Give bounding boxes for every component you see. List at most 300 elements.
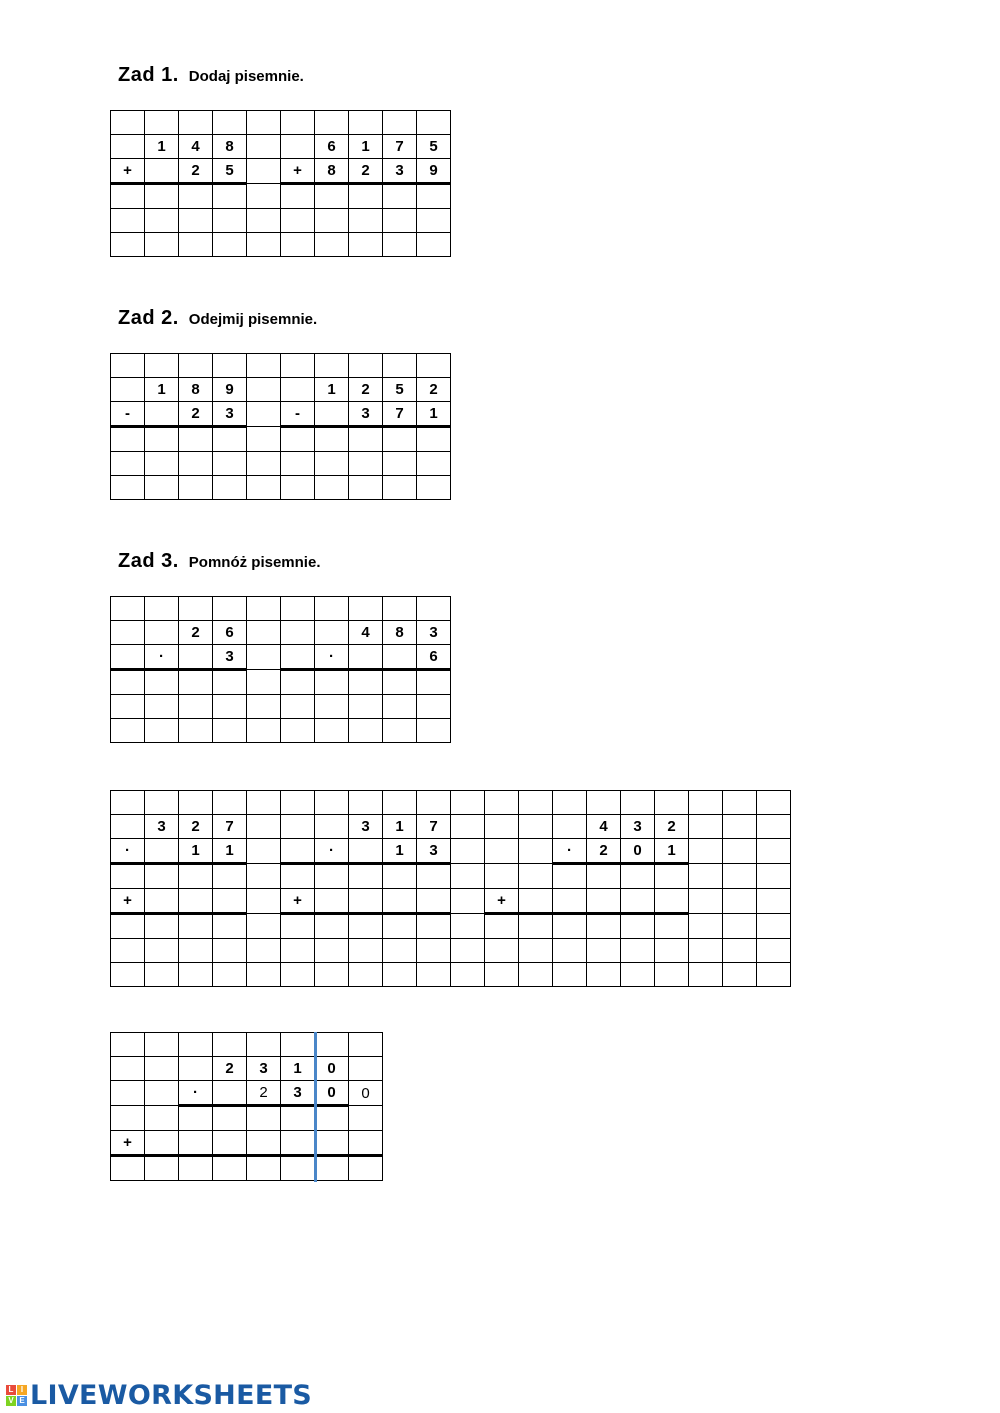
- grid-cell[interactable]: [247, 597, 281, 621]
- grid-cell[interactable]: 1: [383, 815, 417, 839]
- grid-cell[interactable]: [621, 889, 655, 914]
- grid-cell[interactable]: [111, 1033, 145, 1057]
- grid-cell[interactable]: [485, 839, 519, 864]
- grid-cell[interactable]: 0: [315, 1081, 349, 1106]
- grid-cell[interactable]: [213, 233, 247, 257]
- grid-cell[interactable]: [349, 233, 383, 257]
- grid-cell[interactable]: [417, 597, 451, 621]
- grid-cell[interactable]: [213, 452, 247, 476]
- grid-cell[interactable]: [315, 670, 349, 695]
- grid-cell[interactable]: [111, 645, 145, 670]
- grid-cell[interactable]: [281, 670, 315, 695]
- grid-cell[interactable]: [451, 864, 485, 889]
- grid-cell[interactable]: 1: [179, 839, 213, 864]
- grid-cell[interactable]: [349, 1131, 383, 1156]
- grid-cell[interactable]: 7: [213, 815, 247, 839]
- grid-cell[interactable]: [417, 209, 451, 233]
- grid-cell[interactable]: [349, 209, 383, 233]
- grid-cell[interactable]: [281, 1033, 315, 1057]
- grid-cell[interactable]: [281, 476, 315, 500]
- grid-cell[interactable]: [111, 111, 145, 135]
- grid-cell[interactable]: +: [111, 1131, 145, 1156]
- grid-cell[interactable]: [145, 1156, 179, 1181]
- grid-cell[interactable]: [383, 597, 417, 621]
- grid-cell[interactable]: [145, 233, 179, 257]
- grid-cell[interactable]: [281, 427, 315, 452]
- grid-cell[interactable]: [111, 597, 145, 621]
- grid-cell[interactable]: [145, 791, 179, 815]
- grid-cell[interactable]: [315, 427, 349, 452]
- grid-cell[interactable]: [417, 111, 451, 135]
- grid-cell[interactable]: [383, 111, 417, 135]
- grid-cell[interactable]: [247, 645, 281, 670]
- grid-cell[interactable]: [417, 914, 451, 939]
- grid-cell[interactable]: [281, 1131, 315, 1156]
- grid-cell[interactable]: [757, 815, 791, 839]
- grid-cell[interactable]: [621, 939, 655, 963]
- grid-cell[interactable]: [417, 354, 451, 378]
- grid-cell[interactable]: 8: [179, 378, 213, 402]
- grid-cell[interactable]: [281, 354, 315, 378]
- grid-cell[interactable]: [179, 1156, 213, 1181]
- grid-cell[interactable]: 2: [213, 1057, 247, 1081]
- grid-cell[interactable]: [655, 939, 689, 963]
- grid-cell[interactable]: [349, 889, 383, 914]
- grid-cell[interactable]: [383, 719, 417, 743]
- grid-cell[interactable]: [315, 914, 349, 939]
- grid-cell[interactable]: [213, 1106, 247, 1131]
- grid-cell[interactable]: [723, 839, 757, 864]
- grid-cell[interactable]: [145, 159, 179, 184]
- grid-cell[interactable]: [723, 815, 757, 839]
- grid-cell[interactable]: [621, 963, 655, 987]
- grid-cell[interactable]: [315, 815, 349, 839]
- grid-cell[interactable]: [179, 914, 213, 939]
- grid-cell[interactable]: [315, 597, 349, 621]
- grid-cell[interactable]: [349, 111, 383, 135]
- grid-cell[interactable]: -: [111, 402, 145, 427]
- grid-cell[interactable]: [383, 209, 417, 233]
- grid-cell[interactable]: [587, 963, 621, 987]
- grid-cell[interactable]: [315, 402, 349, 427]
- grid-cell[interactable]: ·: [145, 645, 179, 670]
- grid-cell[interactable]: [587, 791, 621, 815]
- grid-cell[interactable]: [689, 914, 723, 939]
- grid-cell[interactable]: ·: [315, 645, 349, 670]
- grid-cell[interactable]: [179, 963, 213, 987]
- grid-cell[interactable]: [281, 815, 315, 839]
- grid-cell[interactable]: 2: [349, 378, 383, 402]
- grid-cell[interactable]: 8: [383, 621, 417, 645]
- grid-cell[interactable]: [213, 1081, 247, 1106]
- grid-cell[interactable]: [111, 670, 145, 695]
- grid-cell[interactable]: [315, 621, 349, 645]
- grid-cell[interactable]: [655, 889, 689, 914]
- grid-cell[interactable]: [145, 597, 179, 621]
- grid-cell[interactable]: 3: [145, 815, 179, 839]
- grid-cell[interactable]: [213, 209, 247, 233]
- grid-cell[interactable]: [315, 963, 349, 987]
- grid-cell[interactable]: [145, 1033, 179, 1057]
- grid-cell[interactable]: 1: [417, 402, 451, 427]
- grid-cell[interactable]: [519, 963, 553, 987]
- grid-cell[interactable]: [213, 864, 247, 889]
- grid-cell[interactable]: [349, 1033, 383, 1057]
- grid-cell[interactable]: [689, 939, 723, 963]
- grid-cell[interactable]: [179, 476, 213, 500]
- grid-cell[interactable]: [519, 864, 553, 889]
- grid-cell[interactable]: [553, 939, 587, 963]
- grid-cell[interactable]: [451, 791, 485, 815]
- grid-cell[interactable]: [689, 815, 723, 839]
- grid-cell[interactable]: [111, 815, 145, 839]
- grid-cell[interactable]: [553, 864, 587, 889]
- grid-cell[interactable]: [247, 233, 281, 257]
- grid-cell[interactable]: [213, 719, 247, 743]
- grid-cell[interactable]: +: [281, 159, 315, 184]
- grid-cell[interactable]: [519, 791, 553, 815]
- grid-cell[interactable]: [349, 914, 383, 939]
- grid-cell[interactable]: [723, 963, 757, 987]
- grid-cell[interactable]: [485, 864, 519, 889]
- grid-cell[interactable]: 4: [349, 621, 383, 645]
- grid-cell[interactable]: [247, 378, 281, 402]
- grid-cell[interactable]: [247, 427, 281, 452]
- grid-cell[interactable]: [451, 815, 485, 839]
- grid-cell[interactable]: [145, 354, 179, 378]
- grid-cell[interactable]: [111, 378, 145, 402]
- grid-cell[interactable]: [315, 233, 349, 257]
- grid-cell[interactable]: [349, 645, 383, 670]
- grid-cell[interactable]: [179, 670, 213, 695]
- grid-cell[interactable]: [417, 889, 451, 914]
- grid-cell[interactable]: [757, 914, 791, 939]
- grid-cell[interactable]: [213, 791, 247, 815]
- grid-cell[interactable]: [213, 111, 247, 135]
- grid-cell[interactable]: [111, 1106, 145, 1131]
- grid-cell[interactable]: [315, 719, 349, 743]
- grid-cell[interactable]: 8: [213, 135, 247, 159]
- grid-cell[interactable]: [383, 233, 417, 257]
- grid-cell[interactable]: [757, 791, 791, 815]
- grid-cell[interactable]: [315, 864, 349, 889]
- grid-cell[interactable]: [281, 791, 315, 815]
- grid-cell[interactable]: 2: [247, 1081, 281, 1106]
- grid-cell[interactable]: [349, 184, 383, 209]
- grid-cell[interactable]: [587, 864, 621, 889]
- grid-cell[interactable]: [179, 864, 213, 889]
- grid-cell[interactable]: 7: [417, 815, 451, 839]
- grid-cell[interactable]: [519, 889, 553, 914]
- grid-cell[interactable]: [417, 476, 451, 500]
- grid-cell[interactable]: [451, 839, 485, 864]
- grid-cell[interactable]: [145, 695, 179, 719]
- grid-cell[interactable]: [689, 864, 723, 889]
- grid-cell[interactable]: [553, 963, 587, 987]
- grid-cell[interactable]: [247, 939, 281, 963]
- grid-cell[interactable]: [417, 939, 451, 963]
- grid-cell[interactable]: [349, 939, 383, 963]
- grid-cell[interactable]: [247, 209, 281, 233]
- grid-cell[interactable]: 3: [383, 159, 417, 184]
- grid-cell[interactable]: [417, 427, 451, 452]
- grid-cell[interactable]: [553, 914, 587, 939]
- grid-cell[interactable]: [349, 695, 383, 719]
- grid-cell[interactable]: [213, 354, 247, 378]
- grid-cell[interactable]: [179, 719, 213, 743]
- grid-cell[interactable]: [145, 209, 179, 233]
- grid-cell[interactable]: [179, 233, 213, 257]
- grid-cell[interactable]: [281, 135, 315, 159]
- grid-cell[interactable]: [383, 670, 417, 695]
- grid-cell[interactable]: [485, 914, 519, 939]
- grid-cell[interactable]: [417, 670, 451, 695]
- grid-cell[interactable]: [519, 815, 553, 839]
- grid-cell[interactable]: [145, 476, 179, 500]
- grid-cell[interactable]: [145, 1106, 179, 1131]
- grid-cell[interactable]: [213, 914, 247, 939]
- grid-cell[interactable]: [111, 621, 145, 645]
- grid-cell[interactable]: [145, 402, 179, 427]
- grid-cell[interactable]: [349, 963, 383, 987]
- grid-cell[interactable]: [757, 864, 791, 889]
- grid-cell[interactable]: [485, 939, 519, 963]
- grid-cell[interactable]: [757, 939, 791, 963]
- grid-cell[interactable]: [179, 889, 213, 914]
- grid-cell[interactable]: 1: [383, 839, 417, 864]
- grid-cell[interactable]: 5: [213, 159, 247, 184]
- grid-cell[interactable]: [111, 427, 145, 452]
- grid-cell[interactable]: [417, 791, 451, 815]
- grid-cell[interactable]: [145, 839, 179, 864]
- grid-cell[interactable]: [247, 695, 281, 719]
- grid-cell[interactable]: 6: [417, 645, 451, 670]
- grid-cell[interactable]: [247, 719, 281, 743]
- grid-cell[interactable]: [179, 1033, 213, 1057]
- grid-cell[interactable]: [247, 670, 281, 695]
- grid-cell[interactable]: [247, 1131, 281, 1156]
- grid-cell[interactable]: [179, 1131, 213, 1156]
- grid-cell[interactable]: [383, 939, 417, 963]
- grid-cell[interactable]: [281, 233, 315, 257]
- grid-cell[interactable]: [145, 719, 179, 743]
- grid-cell[interactable]: [281, 1106, 315, 1131]
- grid-cell[interactable]: [315, 209, 349, 233]
- grid-cell[interactable]: [349, 864, 383, 889]
- grid-cell[interactable]: [111, 791, 145, 815]
- grid-cell[interactable]: [179, 695, 213, 719]
- grid-cell[interactable]: ·: [179, 1081, 213, 1106]
- grid-cell[interactable]: [451, 963, 485, 987]
- grid-cell[interactable]: [587, 889, 621, 914]
- grid-cell[interactable]: [213, 597, 247, 621]
- grid-cell[interactable]: [145, 1081, 179, 1106]
- grid-cell[interactable]: 6: [315, 135, 349, 159]
- grid-cell[interactable]: [315, 1156, 349, 1181]
- grid-cell[interactable]: [757, 889, 791, 914]
- grid-cell[interactable]: [689, 963, 723, 987]
- grid-cell[interactable]: 2: [349, 159, 383, 184]
- grid-cell[interactable]: [451, 939, 485, 963]
- grid-cell[interactable]: [383, 452, 417, 476]
- grid-cell[interactable]: 3: [621, 815, 655, 839]
- grid-cell[interactable]: [145, 1131, 179, 1156]
- grid-cell[interactable]: [281, 939, 315, 963]
- grid-cell[interactable]: [111, 476, 145, 500]
- grid-cell[interactable]: [179, 111, 213, 135]
- grid-cell[interactable]: [655, 914, 689, 939]
- grid-cell[interactable]: [723, 914, 757, 939]
- grid-cell[interactable]: [485, 963, 519, 987]
- grid-cell[interactable]: [417, 864, 451, 889]
- grid-cell[interactable]: [451, 914, 485, 939]
- grid-cell[interactable]: [111, 135, 145, 159]
- grid-cell[interactable]: [111, 233, 145, 257]
- grid-cell[interactable]: [315, 939, 349, 963]
- grid-cell[interactable]: [247, 1106, 281, 1131]
- grid-cell[interactable]: 2: [179, 621, 213, 645]
- grid-cell[interactable]: +: [111, 889, 145, 914]
- grid-cell[interactable]: [383, 354, 417, 378]
- grid-cell[interactable]: [145, 621, 179, 645]
- grid-cell[interactable]: [247, 111, 281, 135]
- grid-cell[interactable]: [723, 864, 757, 889]
- grid-cell[interactable]: [315, 1106, 349, 1131]
- grid-cell[interactable]: 2: [179, 815, 213, 839]
- grid-cell[interactable]: [281, 621, 315, 645]
- grid-cell[interactable]: [111, 719, 145, 743]
- grid-cell[interactable]: [145, 427, 179, 452]
- grid-cell[interactable]: [553, 815, 587, 839]
- grid-cell[interactable]: [723, 939, 757, 963]
- grid-cell[interactable]: 3: [349, 815, 383, 839]
- grid-cell[interactable]: +: [485, 889, 519, 914]
- grid-cell[interactable]: [247, 452, 281, 476]
- grid-cell[interactable]: 2: [179, 159, 213, 184]
- grid-cell[interactable]: [247, 621, 281, 645]
- grid-cell[interactable]: 7: [383, 135, 417, 159]
- grid-cell[interactable]: [315, 354, 349, 378]
- grid-cell[interactable]: [417, 184, 451, 209]
- grid-cell[interactable]: [247, 184, 281, 209]
- grid-cell[interactable]: [111, 354, 145, 378]
- grid-cell[interactable]: [213, 1131, 247, 1156]
- grid-cell[interactable]: [485, 791, 519, 815]
- grid-cell[interactable]: [179, 354, 213, 378]
- grid-cell[interactable]: [281, 209, 315, 233]
- grid-cell[interactable]: [281, 864, 315, 889]
- grid-cell[interactable]: [383, 889, 417, 914]
- grid-cell[interactable]: 3: [247, 1057, 281, 1081]
- grid-cell[interactable]: [111, 864, 145, 889]
- grid-cell[interactable]: 0: [349, 1081, 383, 1106]
- grid-cell[interactable]: 2: [587, 839, 621, 864]
- grid-cell[interactable]: [111, 209, 145, 233]
- grid-cell[interactable]: [349, 1106, 383, 1131]
- grid-cell[interactable]: 9: [417, 159, 451, 184]
- grid-cell[interactable]: [757, 963, 791, 987]
- grid-cell[interactable]: 4: [587, 815, 621, 839]
- grid-cell[interactable]: [281, 963, 315, 987]
- grid-cell[interactable]: 4: [179, 135, 213, 159]
- grid-cell[interactable]: [689, 791, 723, 815]
- grid-cell[interactable]: 0: [621, 839, 655, 864]
- grid-cell[interactable]: [281, 914, 315, 939]
- grid-cell[interactable]: [315, 889, 349, 914]
- grid-cell[interactable]: [179, 1057, 213, 1081]
- grid-cell[interactable]: [417, 695, 451, 719]
- grid-cell[interactable]: [145, 914, 179, 939]
- grid-cell[interactable]: [383, 645, 417, 670]
- grid-cell[interactable]: [111, 1057, 145, 1081]
- grid-cell[interactable]: [179, 597, 213, 621]
- grid-cell[interactable]: [179, 427, 213, 452]
- grid-cell[interactable]: [383, 695, 417, 719]
- grid-cell[interactable]: 1: [655, 839, 689, 864]
- grid-cell[interactable]: [179, 209, 213, 233]
- grid-cell[interactable]: 7: [383, 402, 417, 427]
- grid-cell[interactable]: [247, 354, 281, 378]
- grid-cell[interactable]: [485, 815, 519, 839]
- grid-cell[interactable]: [145, 963, 179, 987]
- grid-cell[interactable]: [111, 695, 145, 719]
- grid-cell[interactable]: [621, 791, 655, 815]
- grid-cell[interactable]: [383, 914, 417, 939]
- grid-cell[interactable]: [247, 839, 281, 864]
- grid-cell[interactable]: [349, 1057, 383, 1081]
- grid-cell[interactable]: [247, 159, 281, 184]
- grid-cell[interactable]: [383, 864, 417, 889]
- grid-cell[interactable]: [417, 452, 451, 476]
- grid-cell[interactable]: [111, 1156, 145, 1181]
- grid-cell[interactable]: [723, 889, 757, 914]
- grid-cell[interactable]: [655, 963, 689, 987]
- grid-cell[interactable]: [349, 1156, 383, 1181]
- grid-cell[interactable]: [145, 184, 179, 209]
- grid-cell[interactable]: [145, 452, 179, 476]
- grid-cell[interactable]: [213, 476, 247, 500]
- grid-cell[interactable]: [621, 864, 655, 889]
- grid-cell[interactable]: [553, 889, 587, 914]
- grid-cell[interactable]: [315, 184, 349, 209]
- grid-cell[interactable]: [281, 111, 315, 135]
- grid-cell[interactable]: [213, 1156, 247, 1181]
- grid-cell[interactable]: [417, 719, 451, 743]
- grid-cell[interactable]: +: [281, 889, 315, 914]
- grid-cell[interactable]: [281, 184, 315, 209]
- grid-cell[interactable]: [281, 839, 315, 864]
- grid-cell[interactable]: [247, 476, 281, 500]
- grid-cell[interactable]: [383, 427, 417, 452]
- grid-cell[interactable]: [451, 889, 485, 914]
- grid-cell[interactable]: [213, 184, 247, 209]
- grid-cell[interactable]: [179, 939, 213, 963]
- grid-cell[interactable]: +: [111, 159, 145, 184]
- grid-cell[interactable]: ·: [315, 839, 349, 864]
- grid-cell[interactable]: [111, 184, 145, 209]
- grid-cell[interactable]: [145, 111, 179, 135]
- grid-cell[interactable]: [655, 864, 689, 889]
- grid-cell[interactable]: [145, 864, 179, 889]
- grid-cell[interactable]: [315, 791, 349, 815]
- grid-cell[interactable]: [349, 839, 383, 864]
- grid-cell[interactable]: [349, 597, 383, 621]
- grid-cell[interactable]: [247, 1033, 281, 1057]
- grid-cell[interactable]: [315, 1131, 349, 1156]
- grid-cell[interactable]: [383, 791, 417, 815]
- grid-cell[interactable]: 3: [417, 621, 451, 645]
- grid-cell[interactable]: [349, 670, 383, 695]
